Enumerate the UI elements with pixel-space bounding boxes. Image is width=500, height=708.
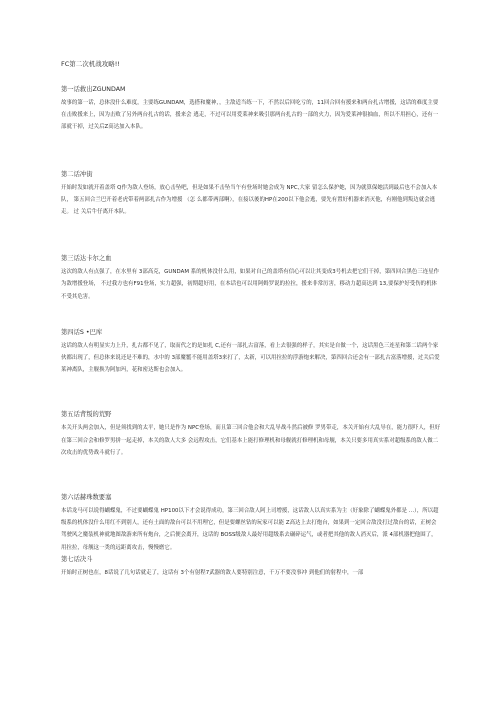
document-page: [61, 60, 441, 579]
document-title: FC第二次机战攻略!!: [61, 60, 120, 68]
section-title: 第二话冲街: [61, 170, 93, 178]
section-title: 第四话S •巴库: [61, 328, 103, 336]
section-2: [61, 170, 441, 219]
section-spacer: [61, 459, 441, 493]
section-title: 第七话决斗: [61, 555, 93, 563]
section-body: 故事的第一话，总体没什么难度，主要练GUNDAM，选搭和魔神，，主敌适当练一下，不然以后回吃亏的，11回合回有援来和两台扎古增援，这话的难度主要在击败援来上，因为击败了另外两台扎古的话，援来会 逃走，不过可以用爱莱神来吸引那两台扎古的一部的火力，因为爱莱神很抽血，所以不用担心，还有一部就干掉，过关后Z高达加入本队。: [61, 100, 439, 131]
section-spacer: [61, 134, 441, 170]
section-7: [61, 555, 441, 579]
section-body: 开始时发如就开着盖塔 Q作为敌人登场，放心击坠吧，但是如果不击坠当午有登场时她会成为 NPC,大家 留怎么保护她，因为就算保她活到最后也不会加入本队， 第五回合兰巴开着老虎带着两部扎古作为增援 （怎 么都带两部啊），在接以後的HP在200以下他会逃，要先有置好机器来消灭他，有刚他到叛边就会逃走。 过 关后牛仔离开本队。: [61, 184, 438, 216]
section-spacer: [61, 303, 441, 328]
section-body: 这次的敌人有点强了，在水里有 3部高克，GUNDAM 系的机体没什么用，如果对自己的盖塔有信心可以让其变成3号机去把它们干掉，第四回合黑色三连星作为敌增援登场， 不过我方也有F91登场，实力超强，初期超好用，在本话也可以用阿姆罗说的拉拉，援来非常厉害，移动力超高达到 13,要保护好受伤的机体不受其危害。: [61, 269, 440, 300]
section-spacer: [61, 376, 441, 410]
section-body: 本关开头两会加入，但是须找到的太平，她只是作为 NPC登场，而且第三回合他会和大乱导战斗然后被修 罗男带走，本关开始有大乱导在，能力很吓人，但好在第三回合会和修罗男拼一起走掉，本关的敌人大多 会远程攻击，它们基本上能打修理机和母舰就打修理机和母舰，本关只要多用真实系对超级系的敌人做二 次攻击的优势战斗就行了。: [61, 425, 441, 456]
section-body: 开始时正树也在，8话说了几句话就走了，这话有 3个有射程7武器的敌人要特别注意，千万不要没事冲 到他们的射程中，一部: [61, 569, 364, 576]
section-title: 第一话救出ZGUNDAM: [61, 86, 126, 93]
section-title: 第五话背叛的荒野: [61, 411, 112, 419]
section-3: [61, 254, 441, 303]
section-title: 第三话达卡尔之血: [61, 255, 112, 263]
section-1: [61, 85, 441, 134]
section-body: 本话龙马可以说得蝴蝶鬼，不过要蝴蝶鬼 HP100以下才会说得成功，第三回合敌人阿上司增援，这话敌人以真实系为主（好象除了蝴蝶鬼外都是 ...），所以超级系的机体没什么用红不到别人，还有土面的敌台可以不用理它，但是要螺丝钻的玩家可以能 Z高达上去打炮台，如果到一定回合敌没打过敌台的话，正树会驾驶风之魔装机神就地图敌游来所有炮台，之后便会离开，这话的 BOSS级敌人最好用超级系去碾碎运气，或者把其他的敌人消灭后，派 4部机器把他围了，用拉拉，母舰这一类的远距离攻击，慢慢磨它。: [61, 508, 439, 551]
section-spacer: [61, 218, 441, 254]
section-6: [61, 493, 441, 554]
section-title: 第六话赫珠数要塞: [61, 494, 112, 502]
section-5: [61, 410, 441, 459]
section-body: 这话的敌人有明显实力上升，扎古都不见了，取而代之的是如扎 C,还有一部扎古富落，看上去很强的样子，其实是自做一个，这话黑色三连星和第二话两个家伙都出现了，但总体来说还是不难的，水中的 3部魔鬣不能用盖塔3来打了，太新，可以用拉拉的浮游炮来解决，第四回合还会有一部扎古富落增援，过关后爱莱神离队，主舰换为阿加玛，花和密达斯也会加入。: [61, 342, 440, 374]
section-4: [61, 328, 441, 377]
